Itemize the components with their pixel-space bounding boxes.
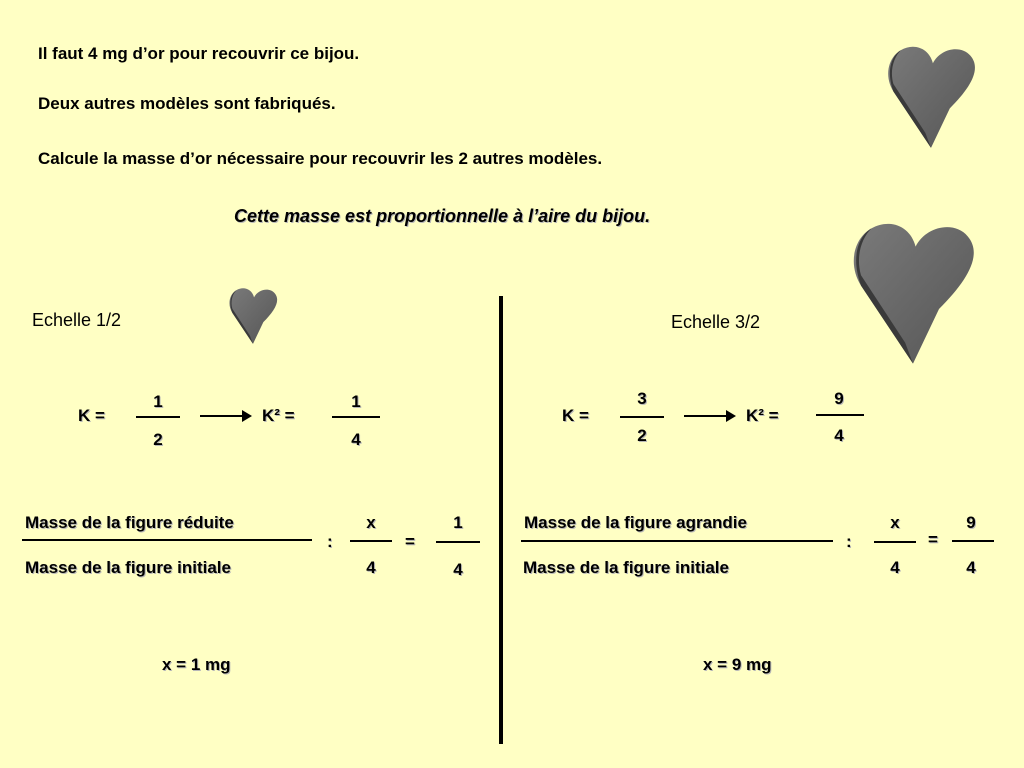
right-arrow-icon	[684, 415, 734, 417]
left-arrow-icon	[200, 415, 250, 417]
right-r-numerator: 9	[966, 513, 976, 532]
right-x-denominator: 4	[890, 558, 900, 577]
left-ratio-bar	[22, 539, 312, 541]
right-k-numerator: 3	[637, 389, 647, 408]
left-x-fraction-bar	[350, 540, 392, 542]
heart-icon-enlarged	[848, 214, 978, 378]
left-ratio-numerator: Masse de la figure réduite	[25, 513, 234, 532]
left-ratio-denominator: Masse de la figure initiale	[25, 558, 231, 577]
intro-line-2: Deux autres modèles sont fabriqués.	[38, 94, 336, 113]
left-k2-label: K² =	[262, 406, 295, 425]
right-ratio-denominator: Masse de la figure initiale	[523, 558, 729, 577]
right-ratio-bar	[521, 540, 833, 542]
column-divider	[499, 296, 503, 744]
left-r-fraction-bar	[436, 541, 480, 543]
left-k-label: K =	[78, 406, 105, 425]
left-k-fraction-bar	[136, 416, 180, 418]
right-x-numerator: x	[890, 513, 900, 532]
heart-icon-original	[884, 40, 978, 158]
left-colon: :	[327, 532, 333, 551]
left-result: x = 1 mg	[162, 655, 231, 674]
left-k2-fraction-bar	[332, 416, 380, 418]
left-r-denominator: 4	[453, 560, 463, 579]
right-k2-label: K² =	[746, 406, 779, 425]
left-x-numerator: x	[366, 513, 376, 532]
left-k2-numerator: 1	[351, 392, 361, 411]
proportionality-hint: Cette masse est proportionnelle à l’aire du bijou.	[234, 206, 651, 226]
right-k-denominator: 2	[637, 426, 647, 445]
right-r-denominator: 4	[966, 558, 976, 577]
intro-line-1: Il faut 4 mg d’or pour recouvrir ce bijou.	[38, 44, 360, 63]
right-k2-denominator: 4	[834, 426, 844, 445]
right-colon: :	[846, 532, 852, 551]
left-equals: =	[405, 532, 415, 551]
right-x-fraction-bar	[874, 541, 916, 543]
intro-line-3: Calcule la masse d’or nécessaire pour recouvrir les 2 autres modèles.	[38, 149, 603, 168]
heart-icon-reduced	[226, 286, 280, 348]
right-k2-numerator: 9	[834, 389, 844, 408]
right-k-label: K =	[562, 406, 589, 425]
left-r-numerator: 1	[453, 513, 463, 532]
left-k-denominator: 2	[153, 430, 163, 449]
right-k-fraction-bar	[620, 416, 664, 418]
right-r-fraction-bar	[952, 540, 994, 542]
right-scale-label: Echelle 3/2	[671, 312, 761, 332]
left-x-denominator: 4	[366, 558, 376, 577]
right-ratio-numerator: Masse de la figure agrandie	[524, 513, 747, 532]
right-result: x = 9 mg	[703, 655, 772, 674]
left-scale-label: Echelle 1/2	[32, 310, 122, 330]
left-k-numerator: 1	[153, 392, 163, 411]
right-k2-fraction-bar	[816, 414, 864, 416]
right-equals: =	[928, 530, 938, 549]
left-k2-denominator: 4	[351, 430, 361, 449]
